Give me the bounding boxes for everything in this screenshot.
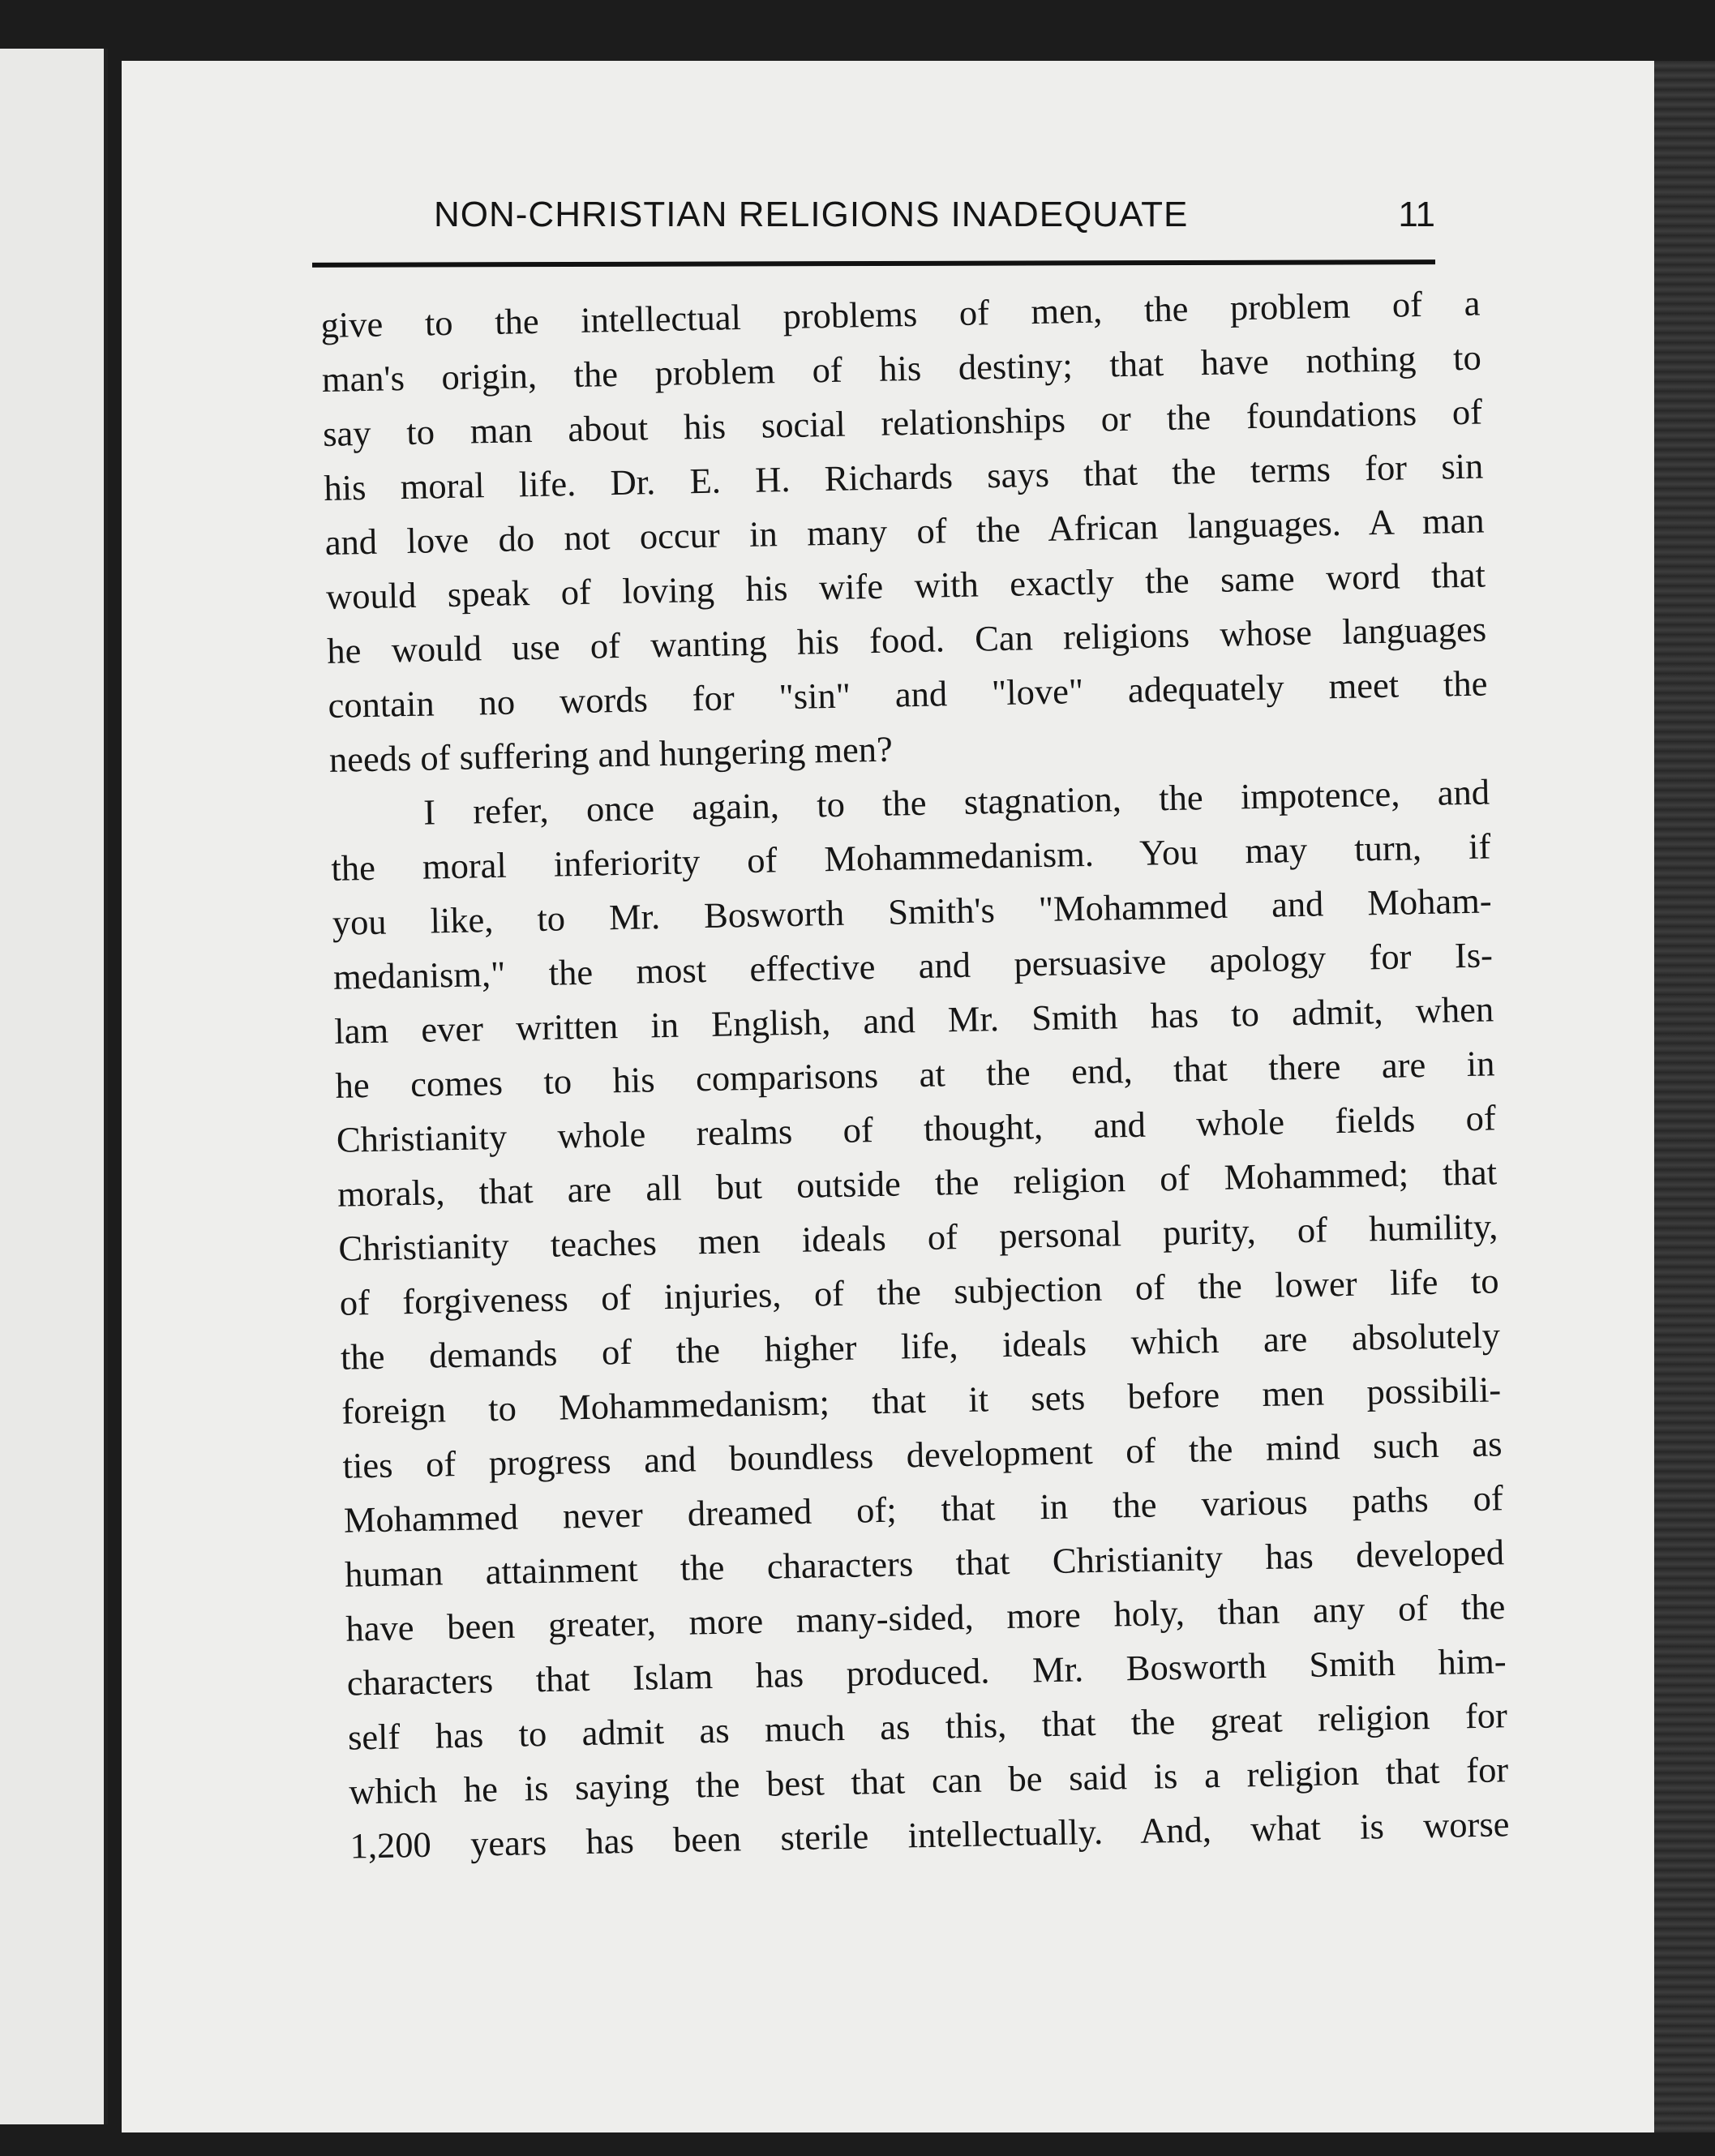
text-line: foreign to Mohammedanism; that it sets before men possibili- (341, 1369, 1502, 1432)
text-line: human attainment the characters that Christianity has developed (344, 1532, 1505, 1595)
paragraph-1 (320, 276, 1489, 787)
text-line: lam ever written in English, and Mr. Smith has to admit, when (333, 988, 1494, 1052)
text-line: Christianity teaches men ideals of personal purity, of humility, (338, 1206, 1498, 1269)
text-line: of forgiveness of injuries, of the subjection of the lower life to (339, 1260, 1500, 1323)
paragraph-2 (330, 765, 1510, 1873)
book-binding (1654, 61, 1715, 2132)
text-line: medanism," the most effective and persuasive apology for Is- (332, 934, 1494, 997)
text-line: you like, to Mr. Bosworth Smith's "Mohammed and Moham- (332, 880, 1492, 943)
text-line: his moral life. Dr. E. H. Richards says that the terms for sin (324, 445, 1484, 508)
text-line: needs of suffering and hungering men? (328, 728, 894, 780)
text-line: have been greater, more many-sided, more holy, than any of the (345, 1586, 1506, 1649)
page-header (195, 195, 1435, 251)
facing-page-edge (0, 49, 108, 2124)
text-line: say to man about his social relationships or the foundations of (322, 391, 1483, 454)
text-line: give to the intellectual problems of men, the problem of a (320, 282, 1481, 345)
text-line: and love do not occur in many of the African languages. A man (324, 499, 1485, 563)
text-line: man's origin, the problem of his destiny; that have nothing to (321, 336, 1482, 400)
text-line: Mohammed never dreamed of; that in the various paths of (343, 1477, 1504, 1541)
text-line: which he is saying the best that can be said is a religion that for (348, 1749, 1509, 1812)
text-line: Christianity whole realms of thought, and whole fields of (336, 1097, 1497, 1160)
text-line: I refer, once again, to the stagnation, the impotence, and (422, 771, 1490, 833)
text-line: ties of progress and boundless development of the mind such as (342, 1423, 1503, 1486)
text-line: would speak of loving his wife with exactly the same word that (325, 554, 1486, 617)
text-line: 1,200 years has been sterile intellectually. And, what is worse (349, 1803, 1510, 1867)
text-line: self has to admit as much as this, that the great religion for (347, 1695, 1508, 1758)
text-line: characters that Islam has produced. Mr. Bosworth Smith him- (346, 1640, 1507, 1704)
text-line: morals, that are all but outside the religion of Mohammed; that (337, 1151, 1498, 1215)
text-line: the demands of the higher life, ideals which are absolutely (340, 1314, 1501, 1378)
text-line: he comes to his comparisons at the end, that there are in (335, 1043, 1495, 1106)
text-line: contain no words for "sin" and "love" adequately meet the (328, 662, 1488, 726)
page-number: 11 (1398, 195, 1435, 234)
running-title: NON-CHRISTIAN RELIGIONS INADEQUATE (434, 195, 1189, 234)
text-line: the moral inferiority of Mohammedanism. You may turn, if (331, 825, 1491, 889)
text-line: he would use of wanting his food. Can religions whose languages (326, 608, 1487, 671)
body-text (320, 276, 1510, 1874)
